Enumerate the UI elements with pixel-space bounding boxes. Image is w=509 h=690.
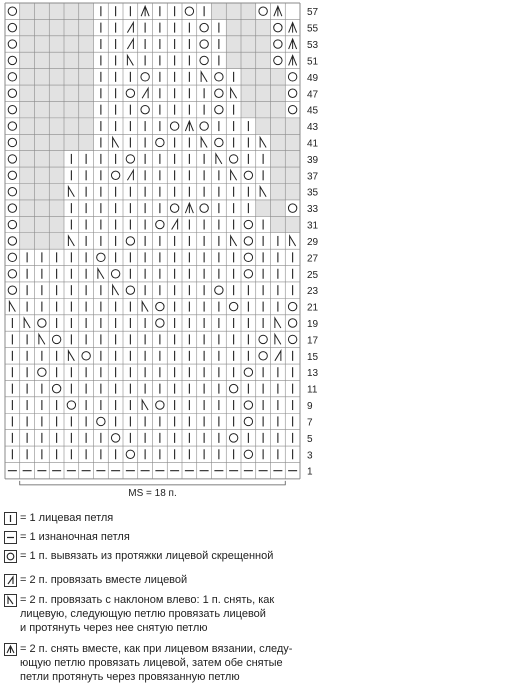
row-number: 37 xyxy=(307,171,319,183)
shaded-cell xyxy=(226,3,241,19)
shaded-cell xyxy=(64,85,79,101)
shaded-cell xyxy=(241,101,256,117)
ssk-symbol xyxy=(231,88,237,98)
shaded-cell xyxy=(49,134,64,150)
legend-yarn-over-text: = 1 п. вывязать из протяжки лицевой скрещенной xyxy=(20,550,274,562)
yarn-over-symbol xyxy=(141,73,149,81)
yarn-over-symbol xyxy=(229,155,237,163)
yarn-over-symbol xyxy=(288,73,296,81)
shaded-cell xyxy=(35,216,50,232)
shaded-cell xyxy=(35,19,50,35)
shaded-cell xyxy=(271,216,286,232)
repeat-bracket xyxy=(20,481,286,485)
yarn-over-symbol xyxy=(82,352,90,360)
ssk-symbol xyxy=(142,400,148,410)
ssk-symbol xyxy=(127,55,133,65)
yarn-over-symbol xyxy=(8,56,16,64)
legend-purl-text: = 1 изнаночная петля xyxy=(20,531,130,543)
yarn-over-symbol xyxy=(244,417,252,425)
row-number: 51 xyxy=(307,56,319,68)
yarn-over-symbol xyxy=(288,105,296,113)
shaded-cell xyxy=(20,151,35,167)
shaded-cell xyxy=(35,3,50,19)
shaded-cell xyxy=(20,85,35,101)
yarn-over-symbol xyxy=(111,270,119,278)
double-decrease-symbol xyxy=(141,6,149,16)
shaded-cell xyxy=(49,85,64,101)
yarn-over-symbol xyxy=(229,384,237,392)
yarn-over-symbol xyxy=(126,155,134,163)
shaded-cell xyxy=(212,3,227,19)
shaded-cell xyxy=(20,36,35,52)
yarn-over-symbol xyxy=(288,335,296,343)
row-number: 43 xyxy=(307,122,319,134)
shaded-cell xyxy=(79,101,94,117)
double-decrease-symbol xyxy=(289,55,297,65)
ssk-symbol xyxy=(68,351,74,361)
shaded-cell xyxy=(49,69,64,85)
k2tog-symbol xyxy=(172,220,178,230)
yarn-over-symbol xyxy=(8,237,16,245)
shaded-cell xyxy=(241,36,256,52)
row-number: 27 xyxy=(307,253,319,265)
shaded-cell xyxy=(49,167,64,183)
shaded-cell xyxy=(256,85,271,101)
shaded-cell xyxy=(20,216,35,232)
yarn-over-symbol xyxy=(97,417,105,425)
shaded-cell xyxy=(285,134,300,150)
yarn-over-symbol xyxy=(141,105,149,113)
shaded-cell xyxy=(35,184,50,200)
ssk-symbol xyxy=(201,137,207,147)
yarn-over-symbol xyxy=(244,237,252,245)
yarn-over-symbol xyxy=(8,270,16,278)
yarn-over-symbol xyxy=(274,40,282,48)
row-number: 39 xyxy=(307,154,319,166)
yarn-over-symbol xyxy=(200,56,208,64)
row-number: 57 xyxy=(307,7,319,19)
yarn-over-symbol xyxy=(200,204,208,212)
row-number: 17 xyxy=(307,335,319,347)
yarn-over-symbol xyxy=(8,122,16,130)
yarn-over-symbol xyxy=(229,302,237,310)
shaded-cell xyxy=(20,233,35,249)
yarn-over-symbol xyxy=(288,89,296,97)
ssk-symbol xyxy=(231,170,237,180)
yarn-over-symbol xyxy=(229,434,237,442)
yarn-over-symbol xyxy=(215,73,223,81)
ssk-symbol xyxy=(9,302,15,312)
shaded-cell xyxy=(256,118,271,134)
shaded-cell xyxy=(49,118,64,134)
shaded-cell xyxy=(226,36,241,52)
double-decrease-symbol xyxy=(289,23,297,33)
shaded-cell xyxy=(64,3,79,19)
shaded-cell xyxy=(256,52,271,68)
shaded-cell xyxy=(64,69,79,85)
ssk-symbol xyxy=(113,285,119,295)
yarn-over-symbol xyxy=(259,335,267,343)
shaded-cell xyxy=(64,101,79,117)
yarn-over-symbol xyxy=(156,138,164,146)
yarn-over-symbol xyxy=(8,171,16,179)
yarn-over-symbol xyxy=(52,335,60,343)
shaded-cell xyxy=(35,52,50,68)
yarn-over-symbol xyxy=(244,253,252,261)
row-number: 19 xyxy=(307,318,319,330)
yarn-over-symbol xyxy=(8,105,16,113)
yarn-over-symbol xyxy=(244,270,252,278)
shaded-cell xyxy=(285,118,300,134)
ssk-symbol xyxy=(68,187,74,197)
ssk-symbol xyxy=(275,334,281,344)
repeat-label: MS = 18 п. xyxy=(128,487,177,499)
ssk-symbol xyxy=(275,318,281,328)
row-number: 29 xyxy=(307,236,319,248)
ssk-symbol xyxy=(201,72,207,82)
row-number: 3 xyxy=(307,450,313,462)
shaded-cell xyxy=(79,36,94,52)
legend-knit-text: = 1 лицевая петля xyxy=(20,512,114,524)
yarn-over-symbol xyxy=(8,204,16,212)
yarn-over-icon xyxy=(4,550,17,563)
row-number: 45 xyxy=(307,105,319,117)
ssk-symbol xyxy=(260,187,266,197)
yarn-over-symbol xyxy=(288,204,296,212)
k2tog-icon xyxy=(4,574,17,587)
row-number: 55 xyxy=(307,23,319,35)
ssk-symbol xyxy=(260,137,266,147)
shaded-cell xyxy=(256,101,271,117)
row-number: 49 xyxy=(307,72,319,84)
ssk-symbol xyxy=(39,334,45,344)
row-number: 11 xyxy=(307,384,318,396)
yarn-over-symbol xyxy=(156,302,164,310)
legend-double-decrease-text: = 2 п. снять вместе, как при лицевом вязании, следу- ющую петлю провязать лицевой, затем обе снятые петли протянуть через провязанную петлю xyxy=(20,643,293,683)
shaded-cell xyxy=(285,151,300,167)
row-number: 33 xyxy=(307,204,319,216)
row-number: 5 xyxy=(307,433,313,445)
shaded-cell xyxy=(79,52,94,68)
shaded-cell xyxy=(49,36,64,52)
shaded-cell xyxy=(20,3,35,19)
yarn-over-symbol xyxy=(259,352,267,360)
shaded-cell xyxy=(271,151,286,167)
shaded-cell xyxy=(49,216,64,232)
row-number: 13 xyxy=(307,368,319,380)
shaded-cell xyxy=(271,167,286,183)
shaded-cell xyxy=(271,101,286,117)
ssk-symbol xyxy=(142,302,148,312)
ssk-symbol xyxy=(24,318,30,328)
shaded-cell xyxy=(35,85,50,101)
yarn-over-symbol xyxy=(156,319,164,327)
yarn-over-symbol xyxy=(200,40,208,48)
k2tog-symbol xyxy=(275,351,281,361)
row-number: 1 xyxy=(307,466,313,478)
shaded-cell xyxy=(241,52,256,68)
yarn-over-symbol xyxy=(8,253,16,261)
yarn-over-symbol xyxy=(200,23,208,31)
row-number: 41 xyxy=(307,138,319,150)
k2tog-symbol xyxy=(127,23,133,33)
yarn-over-symbol xyxy=(8,138,16,146)
shaded-cell xyxy=(271,118,286,134)
yarn-over-symbol xyxy=(111,171,119,179)
yarn-over-symbol xyxy=(156,401,164,409)
yarn-over-symbol xyxy=(111,434,119,442)
shaded-cell xyxy=(49,19,64,35)
shaded-cell xyxy=(20,69,35,85)
shaded-cell xyxy=(20,19,35,35)
shaded-cell xyxy=(35,200,50,216)
yarn-over-symbol xyxy=(170,122,178,130)
shaded-cell xyxy=(20,101,35,117)
shaded-cell xyxy=(79,19,94,35)
ssk-symbol xyxy=(113,137,119,147)
yarn-over-symbol xyxy=(8,40,16,48)
shaded-cell xyxy=(35,118,50,134)
yarn-over-symbol xyxy=(215,105,223,113)
yarn-over-symbol xyxy=(200,122,208,130)
yarn-over-symbol xyxy=(38,368,46,376)
shaded-cell xyxy=(20,134,35,150)
shaded-cell xyxy=(64,134,79,150)
shaded-cell xyxy=(49,52,64,68)
shaded-cell xyxy=(226,52,241,68)
shaded-cell xyxy=(64,118,79,134)
ssk-symbol xyxy=(68,236,74,246)
shaded-cell xyxy=(79,3,94,19)
yarn-over-symbol xyxy=(288,319,296,327)
shaded-cell xyxy=(20,52,35,68)
yarn-over-symbol xyxy=(8,23,16,31)
shaded-cell xyxy=(64,52,79,68)
shaded-cell xyxy=(20,167,35,183)
legend-k2tog-text: = 2 п. провязать вместе лицевой xyxy=(20,574,188,586)
yarn-over-symbol xyxy=(8,89,16,97)
yarn-over-symbol xyxy=(244,368,252,376)
yarn-over-symbol xyxy=(244,220,252,228)
yarn-over-symbol xyxy=(52,384,60,392)
k2tog-symbol xyxy=(127,170,133,180)
row-number: 23 xyxy=(307,286,319,298)
shaded-cell xyxy=(256,200,271,216)
shaded-cell xyxy=(285,167,300,183)
yarn-over-symbol xyxy=(215,286,223,294)
row-number: 21 xyxy=(307,302,319,314)
yarn-over-symbol xyxy=(8,188,16,196)
shaded-cell xyxy=(241,69,256,85)
yarn-over-symbol xyxy=(244,401,252,409)
shaded-cell xyxy=(256,36,271,52)
shaded-cell xyxy=(79,134,94,150)
shaded-cell xyxy=(35,101,50,117)
double-decrease-symbol xyxy=(185,121,193,131)
shaded-cell xyxy=(271,69,286,85)
ssk-symbol xyxy=(216,154,222,164)
yarn-over-symbol xyxy=(8,220,16,228)
purl-stitch-icon xyxy=(4,531,17,544)
yarn-over-symbol xyxy=(244,450,252,458)
shaded-cell xyxy=(285,184,300,200)
yarn-over-symbol xyxy=(8,286,16,294)
yarn-over-symbol xyxy=(215,138,223,146)
yarn-over-symbol xyxy=(288,302,296,310)
row-number: 35 xyxy=(307,187,319,199)
shaded-cell xyxy=(285,216,300,232)
shaded-cell xyxy=(79,118,94,134)
shaded-cell xyxy=(35,69,50,85)
row-number: 25 xyxy=(307,269,319,281)
shaded-cell xyxy=(49,184,64,200)
yarn-over-symbol xyxy=(244,171,252,179)
yarn-over-symbol xyxy=(215,89,223,97)
shaded-cell xyxy=(226,19,241,35)
double-decrease-symbol xyxy=(185,203,193,213)
yarn-over-symbol xyxy=(274,23,282,31)
k2tog-symbol xyxy=(127,39,133,49)
shaded-cell xyxy=(64,19,79,35)
shaded-cell xyxy=(49,3,64,19)
shaded-cell xyxy=(35,134,50,150)
ssk-symbol xyxy=(231,236,237,246)
knit-stitch-icon xyxy=(4,512,17,525)
yarn-over-symbol xyxy=(185,7,193,15)
yarn-over-symbol xyxy=(8,155,16,163)
ssk-symbol xyxy=(98,269,104,279)
yarn-over-symbol xyxy=(170,204,178,212)
ssk-symbol xyxy=(290,236,296,246)
shaded-cell xyxy=(271,85,286,101)
shaded-cell xyxy=(20,184,35,200)
yarn-over-symbol xyxy=(8,7,16,15)
shaded-cell xyxy=(79,69,94,85)
yarn-over-symbol xyxy=(126,89,134,97)
shaded-cell xyxy=(271,200,286,216)
shaded-cell xyxy=(35,36,50,52)
shaded-cell xyxy=(49,151,64,167)
shaded-cell xyxy=(79,85,94,101)
double-decrease-symbol xyxy=(289,39,297,49)
yarn-over-symbol xyxy=(97,253,105,261)
shaded-cell xyxy=(35,233,50,249)
shaded-cell xyxy=(49,200,64,216)
row-number: 47 xyxy=(307,89,319,101)
shaded-cell xyxy=(49,101,64,117)
row-number: 9 xyxy=(307,401,313,413)
shaded-cell xyxy=(20,118,35,134)
shaded-cell xyxy=(256,19,271,35)
shaded-cell xyxy=(64,36,79,52)
yarn-over-symbol xyxy=(126,450,134,458)
row-number: 15 xyxy=(307,351,319,363)
shaded-cell xyxy=(49,233,64,249)
shaded-cell xyxy=(20,200,35,216)
shaded-cell xyxy=(35,151,50,167)
row-number: 7 xyxy=(307,417,313,429)
double-decrease-icon xyxy=(4,643,17,656)
legend-ssk-text: = 2 п. провязать с наклоном влево: 1 п. снять, как лицевую, следующую петлю провязать лицевой и протянуть через нее снятую петлю xyxy=(20,594,275,634)
k2tog-symbol xyxy=(142,88,148,98)
shaded-cell xyxy=(35,167,50,183)
row-number: 31 xyxy=(307,220,319,232)
yarn-over-symbol xyxy=(126,237,134,245)
row-number: 53 xyxy=(307,40,319,52)
double-decrease-symbol xyxy=(274,6,282,16)
shaded-cell xyxy=(256,69,271,85)
ssk-icon xyxy=(4,594,17,607)
yarn-over-symbol xyxy=(126,286,134,294)
shaded-cell xyxy=(271,184,286,200)
yarn-over-symbol xyxy=(259,7,267,15)
yarn-over-symbol xyxy=(8,73,16,81)
yarn-over-symbol xyxy=(67,401,75,409)
yarn-over-symbol xyxy=(274,56,282,64)
shaded-cell xyxy=(241,3,256,19)
shaded-cell xyxy=(271,134,286,150)
yarn-over-symbol xyxy=(156,220,164,228)
shaded-cell xyxy=(241,19,256,35)
shaded-cell xyxy=(241,85,256,101)
yarn-over-symbol xyxy=(38,319,46,327)
